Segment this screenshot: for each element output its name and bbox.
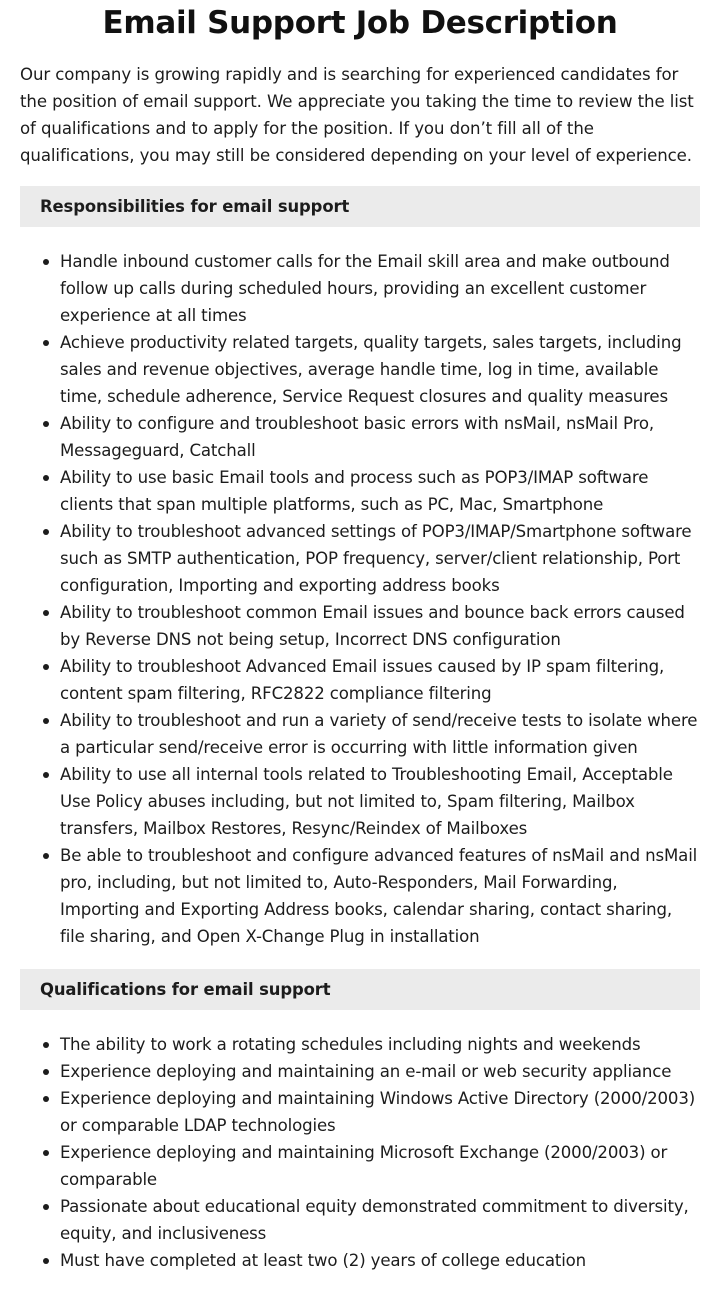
list-item: Ability to use all internal tools related to Troubleshooting Email, Acceptable Use Policy abuses including, but not limited to, Spam filtering, Mailbox transfers, Mailbox Restores, Resync/Reindex of Mailboxes [60,761,700,842]
list-item: Experience deploying and maintaining Windows Active Directory (2000/2003) or comparable LDAP technologies [60,1085,700,1139]
list-item: Ability to troubleshoot Advanced Email issues caused by IP spam filtering, content spam filtering, RFC2822 compliance filtering [60,653,700,707]
list-item: Handle inbound customer calls for the Email skill area and make outbound follow up calls during scheduled hours, providing an excellent customer experience at all times [60,248,700,329]
list-item: Ability to troubleshoot advanced settings of POP3/IMAP/Smartphone software such as SMTP authentication, POP frequency, server/client relationship, Port configuration, Importing and exporting address books [60,518,700,599]
intro-paragraph: Our company is growing rapidly and is searching for experienced candidates for the position of email support. We appreciate you taking the time to review the list of qualifications and to apply for the position. If you don’t fill all of the qualifications, you may still be considered depending on your level of experience. [20,65,694,165]
list-item: Ability to troubleshoot common Email issues and bounce back errors caused by Reverse DNS not being setup, Incorrect DNS configuration [60,599,700,653]
qualifications-list [20,1031,700,1274]
page-title: Email Support Job Description [102,5,618,41]
list-item: Experience deploying and maintaining an e-mail or web security appliance [60,1058,700,1085]
list-item: The ability to work a rotating schedules including nights and weekends [60,1031,700,1058]
list-item: Ability to configure and troubleshoot basic errors with nsMail, nsMail Pro, Messageguard, Catchall [60,410,700,464]
list-item: Achieve productivity related targets, quality targets, sales targets, including sales and revenue objectives, average handle time, log in time, available time, schedule adherence, Service Request closures and quality measures [60,329,700,410]
list-item: Passionate about educational equity demonstrated commitment to diversity, equity, and inclusiveness [60,1193,700,1247]
list-item: Be able to troubleshoot and configure advanced features of nsMail and nsMail pro, including, but not limited to, Auto-Responders, Mail Forwarding, Importing and Exporting Address books, calendar sharing, contact sharing, file sharing, and Open X-Change Plug in installation [60,842,700,950]
responsibilities-heading: Responsibilities for email support [20,186,700,227]
list-item: Must have completed at least two (2) years of college education [60,1247,700,1274]
responsibilities-list [20,248,700,950]
list-item: Ability to troubleshoot and run a variety of send/receive tests to isolate where a particular send/receive error is occurring with little information given [60,707,700,761]
list-item: Ability to use basic Email tools and process such as POP3/IMAP software clients that span multiple platforms, such as PC, Mac, Smartphone [60,464,700,518]
list-item: Experience deploying and maintaining Microsoft Exchange (2000/2003) or comparable [60,1139,700,1193]
qualifications-heading: Qualifications for email support [20,969,700,1010]
